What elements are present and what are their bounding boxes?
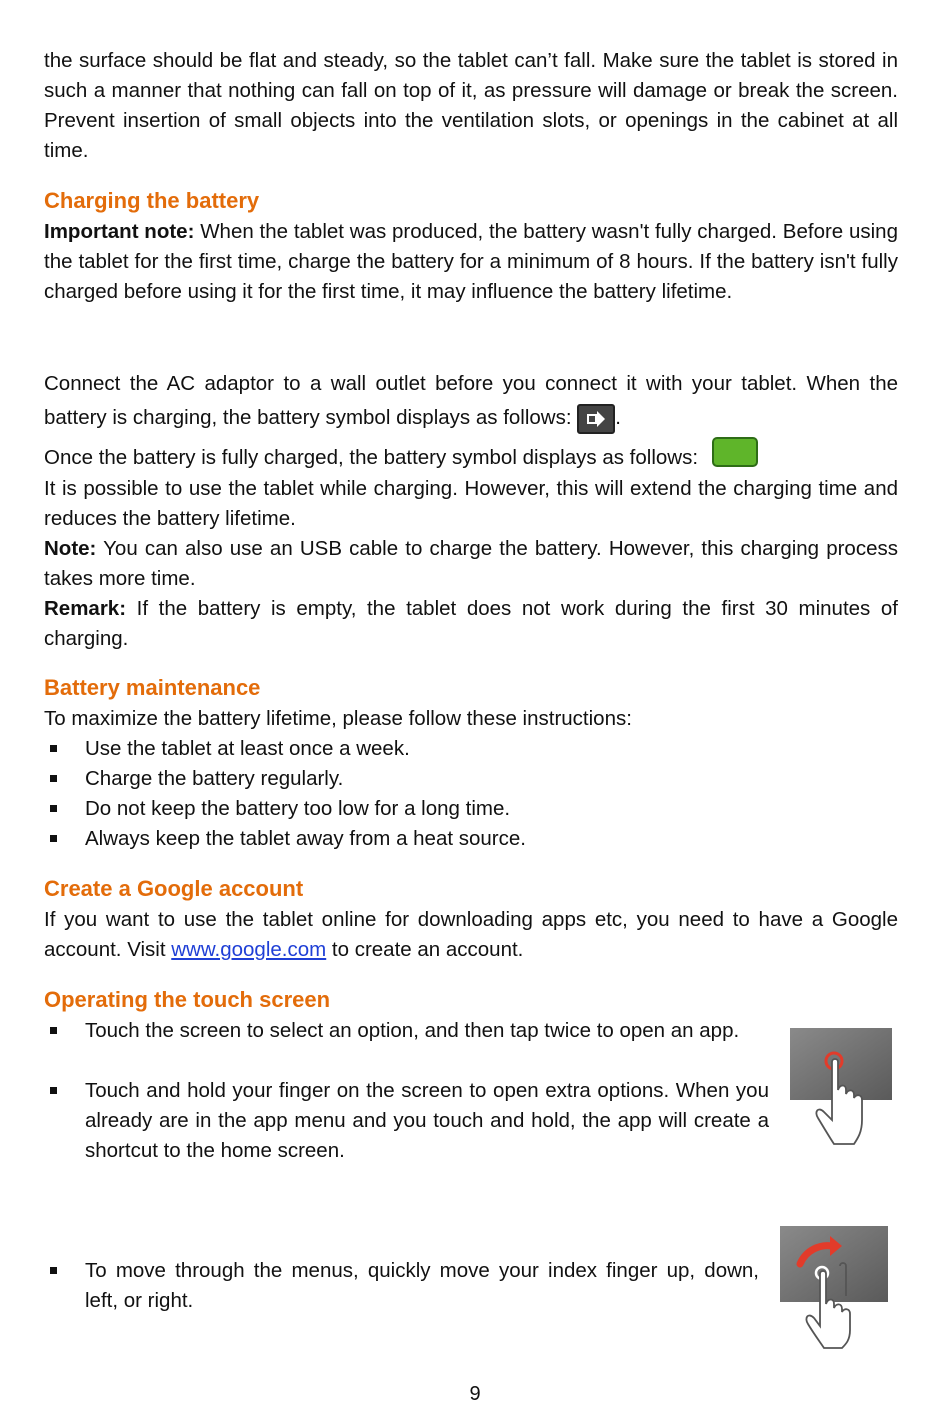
- important-note-text: When the tablet was produced, the battery wasn't fully charged. Before using the tablet for the first time, charge the battery for a minimum of 8 hours. If the battery isn't fully charged before using it for the first time, it may influence the battery lifetime.: [44, 220, 898, 303]
- maintenance-intro: To maximize the battery lifetime, please follow these instructions:: [44, 707, 632, 730]
- note-text: You can also use an USB cable to charge the battery. However, this charging process takes more time.: [44, 537, 898, 590]
- important-note-paragraph: [44, 217, 898, 307]
- battery-full-icon: [712, 437, 758, 467]
- intro-paragraph: the surface should be flat and steady, so the tablet can’t fall. Make sure the tablet is stored in such a manner that nothing can fall on top of it, as pressure will damage or break the screen. Prevent insertion of small objects into the ventilation slots, or openings in the cabinet at all time.: [44, 49, 898, 162]
- charging-while-use-paragraph: It is possible to use the tablet while charging. However, this will extend the charging time and reduces the battery lifetime.: [44, 477, 898, 530]
- battery-charging-icon: [577, 404, 615, 434]
- google-paragraph: If you want to use the tablet online for downloading apps etc, you need to have a Google account. Visit www.google.com to create an account.: [44, 908, 898, 961]
- heading-maintenance: Battery maintenance: [44, 675, 261, 700]
- connect-paragraph: [44, 367, 898, 435]
- connect-end: .: [615, 406, 621, 429]
- page-number: 9: [469, 1383, 481, 1405]
- heading-touch-screen: Operating the touch screen: [44, 987, 331, 1012]
- note-label: Note:: [44, 537, 97, 560]
- note-paragraph: [44, 534, 898, 594]
- heading-google-account: Create a Google account: [44, 876, 304, 901]
- heading-charging: Charging the battery: [44, 188, 260, 213]
- battery-full-text: Once the battery is fully charged, the battery symbol displays as follows:: [44, 446, 699, 469]
- swipe-gesture-icon: [780, 1226, 890, 1350]
- tap-gesture-icon: [788, 1028, 894, 1152]
- important-note-label: Important note:: [44, 220, 195, 243]
- google-link[interactable]: www.google.com: [171, 938, 327, 961]
- remark-label: Remark:: [44, 597, 127, 620]
- battery-full-paragraph: [44, 443, 898, 473]
- remark-paragraph: [44, 594, 898, 654]
- connect-text: Connect the AC adaptor to a wall outlet before you connect it with your tablet. When the battery is charging, the battery symbol displays as follows:: [44, 372, 898, 429]
- remark-text: If the battery is empty, the tablet does not work during the first 30 minutes of charging.: [44, 597, 898, 650]
